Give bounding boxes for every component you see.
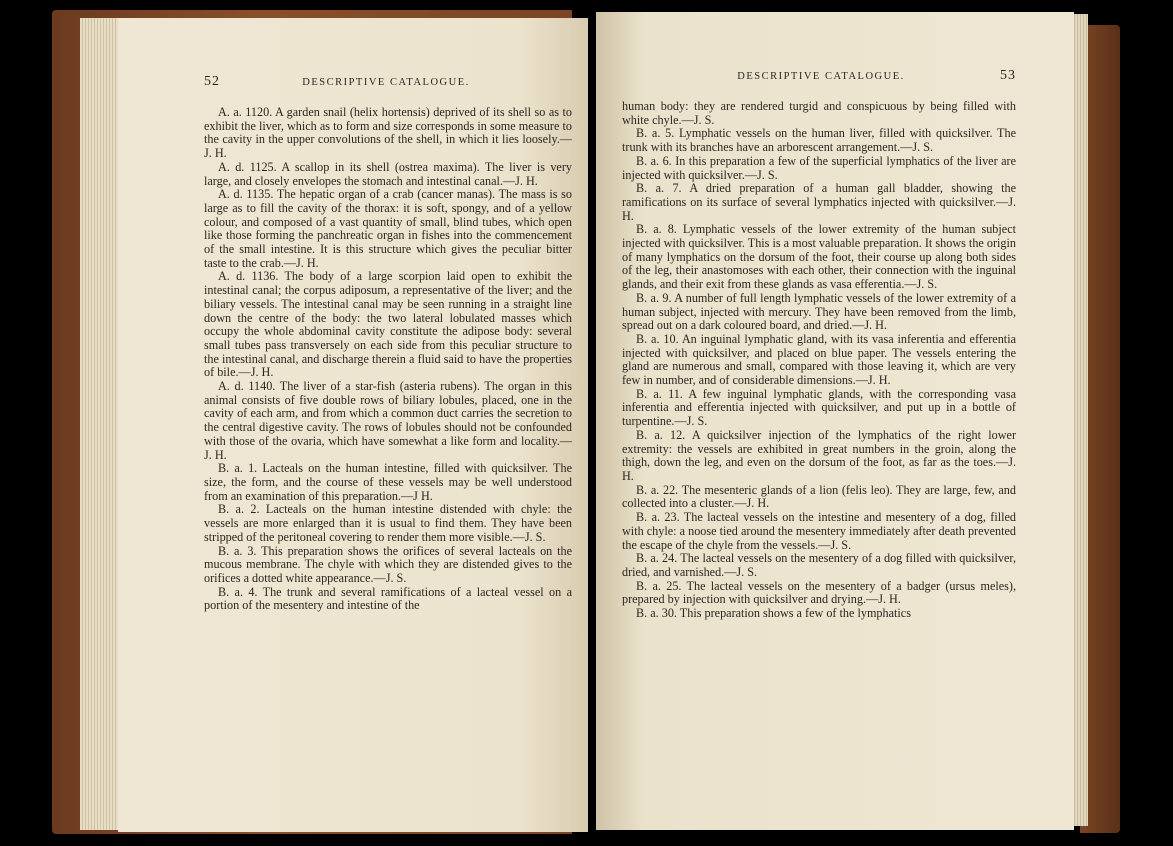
catalogue-entry: B. a. 7. A dried preparation of a human gall bladder, showing the ramifications on its surface of several lymphatics injected with quicksilver.—J. H.: [622, 181, 1016, 223]
right-entries: [622, 100, 1016, 621]
catalogue-entry: B. a. 12. A quicksilver injection of the lymphatics of the right lower extremity: the vessels are exhibited in great numbers in the groin, along the thigh, down the leg, and even on the dorsum of the foot, as far as the toes.—J. H.: [622, 427, 1016, 483]
catalogue-entry: A. d. 1136. The body of a large scorpion laid open to exhibit the intestinal canal; the corpus adiposum, a representative of the liver; and the biliary vessels. The intestinal canal may be seen running in a straight line down the centre of the body: the two lateral lobulated masses which occupy the whole abdominal cavity constitute the adipose body: several small tubes pass transversely on each side from this peculiar structure to the intestinal canal, and discharge therein a fluid said to have the properties of bile.—J. H.: [204, 269, 572, 380]
catalogue-entry: B. a. 8. Lymphatic vessels of the lower extremity of the human subject injected with quicksilver. This is a most valuable preparation. It shows the origin of many lymphatics on the dorsum of the foot, their course up along both sides of the leg, their anastomoses with each other, their connection with the inguinal glands, and their exit from these glands as vasa efferentia.—J. S.: [622, 222, 1016, 292]
catalogue-entry: human body: they are rendered turgid and conspicuous by being filled with white chyle.—J. S.: [622, 99, 1016, 127]
catalogue-entry: B. a. 9. A number of full length lymphatic vessels of the lower extremity of a human subject, injected with mercury. They have been removed from the limb, spread out on a dark coloured board, and dried.—J. H.: [622, 290, 1016, 333]
catalogue-entry: B. a. 2. Lacteals on the human intestine distended with chyle: the vessels are more enlarged than it is usual to find them. They have been stripped of the peritoneal covering to render them more visible.—J. S.: [204, 502, 572, 544]
catalogue-entry: B. a. 10. An inguinal lymphatic gland, with its vasa inferentia and efferentia injected with quicksilver, and placed on blue paper. The vessels entering the gland are numerous and small, compared with those leaving it, which are very few in number, and of considerable dimensions.—J. H.: [622, 331, 1016, 388]
left-page: [118, 18, 588, 832]
catalogue-entry: A. d. 1140. The liver of a star-fish (asteria rubens). The organ in this animal consists of five double rows of biliary lobules, placed, one in the cavity of each arm, and from which a common duct carries the secretion to the central digestive cavity. The rows of lobules should not be confounded with those of the ovaria, which have somewhat a like form and locality.—J. H.: [204, 379, 572, 462]
page-edges-left: [80, 18, 120, 830]
right-running-head: [622, 68, 1016, 84]
catalogue-entry: B. a. 6. In this preparation a few of the superficial lymphatics of the liver are injected with quicksilver.—J. S.: [622, 153, 1016, 182]
right-page-number: 53: [1000, 68, 1016, 83]
left-running-title: DESCRIPTIVE CATALOGUE.: [302, 77, 470, 88]
left-entries: [204, 106, 572, 613]
catalogue-entry: B. a. 1. Lacteals on the human intestine, filled with quicksilver. The size, the form, and the course of these vessels may be well understood from an examination of this preparation.—J H.: [204, 461, 572, 503]
catalogue-entry: A. d. 1135. The hepatic organ of a crab (cancer manas). The mass is so large as to fill the cavity of the thorax: it is soft, spongy, and of a yellow colour, and composed of a vast quantity of small, blind tubes, which open like those forming the panchreatic organ in fishes into the commencement of the small intestine. It is this structure which gives the peculiar bitter taste to the crab.—J. H.: [204, 187, 572, 270]
catalogue-entry: B. a. 30. This preparation shows a few of the lymphatics: [636, 606, 911, 621]
catalogue-entry: A. a. 1120. A garden snail (helix hortensis) deprived of its shell so as to exhibit the liver, which as to form and size corresponds in some measure to the cavity in the upper convolutions of the shell, in which it lies loosely.—J. H.: [204, 105, 572, 161]
right-running-title: DESCRIPTIVE CATALOGUE.: [737, 71, 905, 82]
catalogue-entry: A. d. 1125. A scallop in its shell (ostrea maxima). The liver is very large, and closely envelopes the stomach and intestinal canal.—J. H.: [204, 159, 572, 188]
left-page-number: 52: [204, 74, 220, 89]
catalogue-entry: B. a. 22. The mesenteric glands of a lion (felis leo). They are large, few, and collected into a cluster.—J. H.: [622, 482, 1016, 511]
right-page: [596, 12, 1074, 830]
catalogue-entry: B. a. 11. A few inguinal lymphatic glands, with the corresponding vasa inferentia and efferentia injected with quicksilver, and put up in a bottle of turpentine.—J. S.: [622, 386, 1016, 429]
catalogue-entry: B. a. 24. The lacteal vessels on the mesentery of a dog filled with quicksilver, dried, and varnished.—J. S.: [622, 551, 1016, 579]
catalogue-entry: B. a. 3. This preparation shows the orifices of several lacteals on the mucous membrane. The chyle with which they are distended gives to the orifices a dotted white appearance.—J. S.: [204, 543, 572, 585]
catalogue-entry: B. a. 5. Lymphatic vessels on the human liver, filled with quicksilver. The trunk with its branches have an arborescent arrangement.—J. S.: [622, 126, 1016, 155]
left-running-head: [204, 74, 572, 90]
catalogue-entry: B. a. 25. The lacteal vessels on the mesentery of a badger (ursus meles), prepared by injection with quicksilver and drying.—J. H.: [622, 578, 1016, 607]
catalogue-entry: B. a. 23. The lacteal vessels on the intestine and mesentery of a dog, filled with chyle: a noose tied around the mesentery immediately after death prevented the escape of the chyle from the vessels.—J. S.: [622, 510, 1016, 552]
catalogue-entry: B. a. 4. The trunk and several ramifications of a lacteal vessel on a portion of the mesentery and intestine of the: [204, 584, 572, 613]
